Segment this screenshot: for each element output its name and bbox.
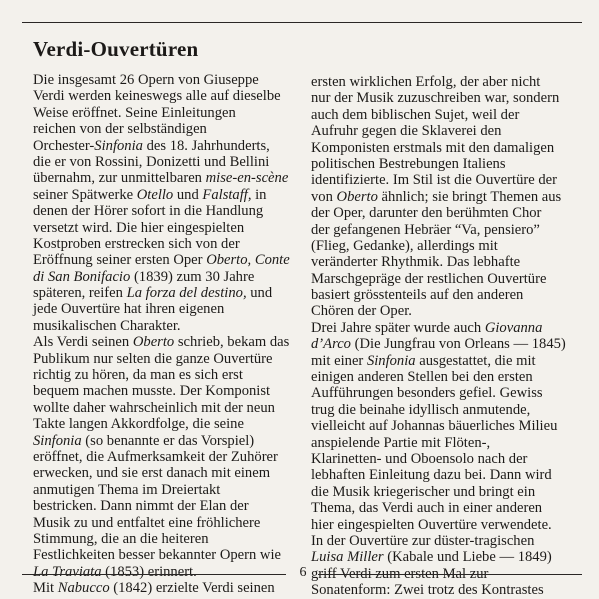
page-title: Verdi-Ouvertüren xyxy=(33,37,199,61)
text-segment: versetzt wird. Die hier eingespielten xyxy=(33,219,245,236)
text-line xyxy=(311,74,581,90)
text-segment: Sonatenform: Zwei trotz des Kontrastes xyxy=(311,582,544,599)
footer-rule-left xyxy=(22,574,286,575)
text-line xyxy=(311,140,581,156)
text-line xyxy=(311,271,581,287)
text-line xyxy=(33,252,295,268)
text-segment: Aufführungen besonders gefiel. Gewiss xyxy=(311,385,543,402)
text-line xyxy=(33,154,295,170)
text-segment: der gefangenen Hebräer “Va, pensiero” xyxy=(311,221,540,238)
italic-segment: Oberto, Conte xyxy=(206,252,290,269)
text-segment: mit einer xyxy=(311,352,367,369)
text-line xyxy=(33,269,295,285)
text-segment: von xyxy=(311,188,337,205)
text-line xyxy=(311,353,581,369)
text-segment: hier eingespielten Ouvertüre verwendete. xyxy=(311,516,552,533)
text-line xyxy=(311,123,581,139)
text-segment: übernahm, zur unmittelbaren xyxy=(33,170,206,187)
italic-segment: La forza del destino, xyxy=(126,285,247,302)
text-segment: Publikum nur selten die ganze Ouvertüre xyxy=(33,350,273,367)
text-segment: Klarinetten- und Oboensolo nach der xyxy=(311,450,528,467)
italic-segment: Oberto xyxy=(336,188,378,205)
text-segment: richtig zu hören, da man es sich erst xyxy=(33,367,243,384)
text-line xyxy=(33,383,295,399)
text-line xyxy=(311,254,581,270)
text-line xyxy=(33,203,295,219)
text-line xyxy=(33,531,295,547)
text-segment: wollte daher wahrscheinlich mit der neun xyxy=(33,399,275,416)
text-segment: nur der Musik zuzuschreiben war, sondern xyxy=(311,90,560,107)
text-segment: reichen von der selbständigen xyxy=(33,121,207,138)
text-line xyxy=(311,484,581,500)
text-line xyxy=(311,582,581,598)
text-line xyxy=(33,416,295,432)
page-number: 6 xyxy=(299,565,307,580)
text-line xyxy=(33,301,295,317)
text-segment: Als Verdi seinen xyxy=(33,334,133,351)
text-line xyxy=(33,170,295,186)
text-segment: Eröffnung seiner ersten Oper xyxy=(33,252,207,269)
text-segment: anmutigen Thema im Dreiertakt xyxy=(33,481,221,498)
text-line xyxy=(311,287,581,303)
text-segment: jede Ouvertüre hat ihren eigenen xyxy=(33,301,225,318)
text-line xyxy=(311,402,581,418)
text-segment: Weise eröffnet. Seine Einleitungen xyxy=(33,104,236,121)
text-line xyxy=(33,72,295,88)
text-line xyxy=(311,303,581,319)
text-segment: die Musik kriegerischer und bringt ein xyxy=(311,483,536,500)
text-line xyxy=(311,90,581,106)
italic-segment: Oberto xyxy=(132,334,175,351)
text-line xyxy=(33,351,295,367)
text-line xyxy=(33,547,295,563)
text-line xyxy=(311,533,581,549)
text-segment: (so benannte er das Vorspiel) xyxy=(81,432,255,449)
text-line xyxy=(311,189,581,205)
text-segment: Takte langen Akkordfolge, die seine xyxy=(33,416,244,433)
page-footer xyxy=(22,565,582,583)
text-line xyxy=(33,318,295,334)
top-rule xyxy=(22,22,582,23)
text-segment: Kostproben erstrecken sich von der xyxy=(33,235,240,252)
text-line xyxy=(33,105,295,121)
text-segment: Orchester- xyxy=(33,137,95,154)
text-segment: erwecken, und sie erst danach mit einem xyxy=(33,465,271,482)
text-segment: In der Ouvertüre zur düster-tragischen xyxy=(311,532,535,549)
text-segment: des 18. Jahrhunderts, xyxy=(142,137,270,154)
left-text-column xyxy=(33,72,295,597)
italic-segment: Falstaff, xyxy=(202,186,252,203)
text-segment: Aufruhr gegen die Sklaverei den xyxy=(311,123,502,140)
text-segment: lebhaften Einleitung dazu bei. Dann wird xyxy=(311,467,552,484)
text-segment: Drei Jahre später wurde auch xyxy=(311,319,485,336)
text-segment: späteren, reifen xyxy=(33,285,127,302)
text-segment: Verdi werden keineswegs alle auf dieselbe xyxy=(33,88,281,105)
text-line xyxy=(311,336,581,352)
text-segment: trug die beinahe idyllisch anmutende, xyxy=(311,401,531,418)
text-line xyxy=(33,334,295,350)
text-segment: eröffnet, die Aufmerksamkeit der Zuhörer xyxy=(33,448,278,465)
italic-segment: mise-en-scène xyxy=(205,170,289,187)
text-line xyxy=(33,285,295,301)
text-line xyxy=(33,187,295,203)
text-line xyxy=(33,88,295,104)
italic-segment: Sinfonia xyxy=(366,352,416,369)
italic-segment: d’Arco xyxy=(311,336,351,353)
text-segment: (1853) erinnert. xyxy=(101,563,197,580)
text-segment: Thema, das Verdi auch in einer anderen xyxy=(311,500,543,517)
text-segment: Musik zu und entfaltet eine fröhlichere xyxy=(33,514,261,531)
italic-segment: Nabucco xyxy=(57,580,110,597)
text-line xyxy=(33,121,295,137)
text-segment: (1842) erzielte Verdi seinen xyxy=(109,580,275,597)
text-line xyxy=(33,138,295,154)
text-line xyxy=(33,449,295,465)
text-line xyxy=(33,515,295,531)
text-segment: Marschgepräge der restlichen Ouvertüre xyxy=(311,270,547,287)
text-line xyxy=(311,222,581,238)
footer-rule-right xyxy=(318,574,582,575)
text-line xyxy=(311,549,581,565)
text-segment: in xyxy=(251,186,267,203)
text-segment: vielleicht auf Johannas bäuerliches Milieu xyxy=(311,418,558,435)
text-line xyxy=(33,220,295,236)
text-segment: Stimmung, die an die heiteren xyxy=(33,530,209,547)
text-line xyxy=(311,451,581,467)
italic-segment: Giovanna xyxy=(484,319,543,336)
text-segment: Festlichkeiten besser bekannter Opern wie xyxy=(33,547,282,564)
text-segment: bestricken. Dann nimmt der Elan der xyxy=(33,498,249,515)
text-segment: Chören der Oper. xyxy=(311,303,412,320)
text-line xyxy=(33,482,295,498)
right-text-column xyxy=(311,74,581,599)
text-segment: auch dem biblischen Sujet, weil der xyxy=(311,106,520,123)
text-line xyxy=(33,433,295,449)
text-segment: und xyxy=(173,186,203,203)
text-segment: anspielende Partie mit Flöten-, xyxy=(311,434,491,451)
text-line xyxy=(33,367,295,383)
text-line xyxy=(311,500,581,516)
text-segment: die er von Rossini, Donizetti und Bellini xyxy=(33,153,270,170)
text-segment: (1839) zum 30 Jahre xyxy=(130,268,255,285)
text-segment: ersten wirklichen Erfolg, der aber nicht xyxy=(311,74,541,90)
text-segment: Die insgesamt 26 Opern von Giuseppe xyxy=(33,72,259,88)
italic-segment: di San Bonifacio xyxy=(33,268,131,285)
text-segment: der Oper, darunter den berühmten Chor xyxy=(311,205,542,222)
text-segment: basiert grösstenteils auf den anderen xyxy=(311,287,524,304)
text-segment: schrieb, bekam das xyxy=(174,334,290,351)
text-segment: und xyxy=(246,285,273,302)
text-segment: politischen Bestrebungen Italiens xyxy=(311,155,506,172)
text-line xyxy=(311,418,581,434)
text-line xyxy=(311,467,581,483)
text-segment: (Flieg, Gedanke), allerdings mit xyxy=(311,237,498,254)
text-line xyxy=(311,156,581,172)
italic-segment: La Traviata xyxy=(33,563,102,580)
text-line xyxy=(311,172,581,188)
text-segment: griff Verdi zum ersten Mal zur xyxy=(311,565,489,582)
text-line xyxy=(311,238,581,254)
text-segment: identifizierte. Im Stil ist die Ouvertüre der xyxy=(311,172,557,189)
text-line xyxy=(311,107,581,123)
text-segment: Komponisten erstmals mit den damaligen xyxy=(311,139,555,156)
text-segment: bequem machen musste. Der Komponist xyxy=(33,383,271,400)
text-segment: (Kabale und Liebe — 1849) xyxy=(383,549,552,566)
text-line xyxy=(311,435,581,451)
text-segment: (Die Jungfrau von Orleans — 1845) xyxy=(350,336,566,353)
text-line xyxy=(33,236,295,252)
text-line xyxy=(33,465,295,481)
text-line xyxy=(33,498,295,514)
italic-segment: Luisa Miller xyxy=(311,549,384,566)
text-line xyxy=(311,369,581,385)
italic-segment: Sinfonia xyxy=(33,432,82,449)
text-segment: ausgestattet, die mit xyxy=(415,352,536,369)
text-line xyxy=(311,385,581,401)
text-segment: einigen anderen Stellen bei den ersten xyxy=(311,369,533,386)
text-segment: musikalischen Charakter. xyxy=(33,317,181,334)
italic-segment: Sinfonia xyxy=(94,137,143,154)
text-segment: Mit xyxy=(33,580,58,597)
text-line xyxy=(311,517,581,533)
text-segment: veränderter Rhythmik. Das lebhafte xyxy=(311,254,521,271)
text-segment: ähnlich; sie bringt Themen aus xyxy=(377,188,562,205)
text-segment: seiner Spätwerke xyxy=(33,186,137,203)
text-segment: denen der Hörer sofort in die Handlung xyxy=(33,203,264,220)
text-line xyxy=(311,205,581,221)
text-line xyxy=(311,320,581,336)
italic-segment: Otello xyxy=(136,186,174,203)
text-line xyxy=(33,400,295,416)
